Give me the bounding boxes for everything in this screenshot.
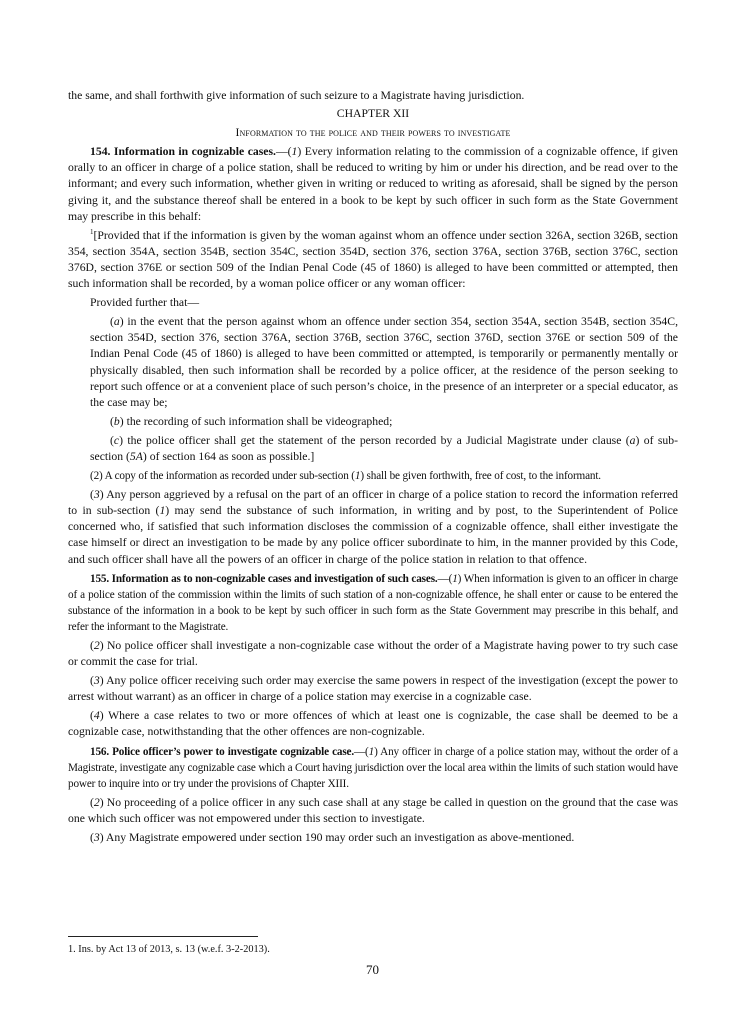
continuation-line: the same, and shall forthwith give information of such seizure to a Magistrate having jurisdiction. [68, 89, 525, 102]
footnote: 1. Ins. by Act 13 of 2013, s. 13 (w.e.f. 3-2-2013). [68, 944, 270, 955]
section-156-sub-2: (2) No proceeding of a police officer in any such case shall at any stage be called in question on the ground that the case was one which such officer was not empowered under this section to investigate. [68, 795, 678, 825]
section-155-sub-3: (3) Any police officer receiving such order may exercise the same powers in respect of the investigation (except the power to arrest without warrant) as an officer in charge of a police station may exercise in a cognizable case. [68, 674, 678, 704]
section-156-sub-1: 156. Police officer’s power to investigate cognizable case.—(1) Any officer in charge of a police station may, without the order of a Magistrate, investigate any cognizable case which a Court having jurisdiction over the local area within the limits of such station would have power to inquire into or try under the provisions of Chapter XIII. [68, 745, 678, 790]
section-155-sub-1: 155. Information as to non-cognizable cases and investigation of such cases.—(1) When information is given to an officer in charge of a police station of the commission within the limits of such station of a non-cognizable offence, he shall enter or cause to be entered the substance of the information in a book to be kept by such officer in such form as the State Government may prescribe in this behalf, and refer the informant to the Magistrate. [68, 572, 679, 633]
section-156-sub-3: (3) Any Magistrate empowered under section 190 may order such an investigation as above-mentioned. [90, 831, 575, 845]
section-154-sub-3: (3) Any person aggrieved by a refusal on the part of an officer in charge of a police station to record the information referred to in sub-section (1) may send the substance of such information, in writing and by post, to the Superintendent of Police concerned who, if satisfied that such information discloses the commission of a cognizable offence, shall either investigate the case himself or direct an investigation to be made by any police officer subordinate to him, in the manner provided by this Code, and such officer shall have all the powers of an officer in charge of the police station in relation to that offence. [68, 488, 678, 566]
chapter-number: CHAPTER XII [336, 107, 410, 121]
section-154-further-proviso: Provided further that— [90, 296, 200, 310]
section-156-heading: 156. Police officer’s power to investigate cognizable case. [90, 745, 355, 758]
section-154-clause-c: (c) the police officer shall get the statement of the person recorded by a Judicial Magistrate under clause (a) of sub-section (5A) of section 164 as soon as possible.] [90, 433, 678, 463]
section-154-sub-1: 154. Information in cognizable cases.—(1) Every information relating to the commission of a cognizable offence, if given orally to an officer in charge of a police station, shall be reduced to writing by him or under his direction, and be read over to the informant; and every such information, whether given in writing or reduced to writing as aforesaid, shall be signed by the person giving it, and the substance thereof shall be entered in a book to be kept by such officer in such form as the State Government may prescribe in this behalf: [68, 145, 678, 223]
chapter-title: Information to the police and their powers to investigate [235, 126, 511, 140]
section-154-sub-2: (2) A copy of the information as recorded under sub-section (1) shall be given forthwith, free of cost, to the informant. [90, 470, 601, 483]
section-155-sub-4: (4) Where a case relates to two or more offences of which at least one is cognizable, the case shall be deemed to be a cognizable case, notwithstanding that the other offences are non-cognizable. [68, 709, 678, 739]
section-154-clause-a: (a) in the event that the person against whom an offence under section 354, section 354A, section 354B, section 354C, section 354D, section 376, section 376A, section 376B, section 376C, section 376D, section 376E or section 509 of the Indian Penal Code (45 of 1860) is alleged to have been committed or attempted, is temporarily or permanently mentally or physically disabled, then such information shall be recorded by a police officer, at the residence of the person seeking to report such offence or at a convenient place of such person’s choice, in the presence of an interpreter or a special educator, as the case may be; [90, 315, 678, 409]
section-154-clause-b: (b) the recording of such information shall be videographed; [110, 414, 393, 428]
section-154-heading: 154. Information in cognizable cases. [90, 145, 276, 159]
page-number: 70 [366, 962, 379, 977]
section-155-heading: 155. Information as to non-cognizable cases and investigation of such cases. [90, 572, 438, 585]
footnote-divider [68, 936, 258, 937]
section-155-sub-2: (2) No police officer shall investigate a non-cognizable case without the order of a Magistrate having power to try such case or commit the case for trial. [68, 639, 678, 669]
footnote-marker: 1 [90, 227, 94, 236]
document-page [68, 88, 678, 846]
section-154-proviso: $^1$[Provided that if the information is given by the woman against whom an offence under section 326A, section 326B, section 354, section 354A, section 354B, section 354C, section 354D, section 376, section 376A, section 376B, section 376C, section 376D, section 376E or section 509 of the Indian Penal Code (45 of 1860) is alleged to have been committed or attempted, then such information shall be recorded, by a woman police officer or any woman officer: [68, 227, 678, 291]
